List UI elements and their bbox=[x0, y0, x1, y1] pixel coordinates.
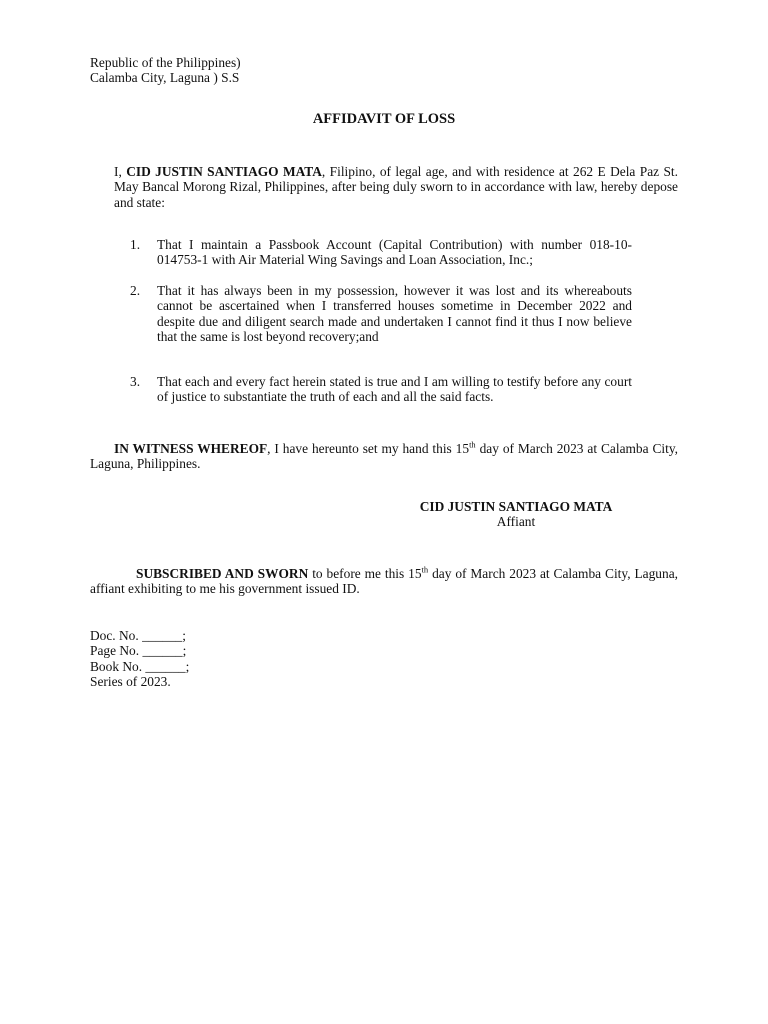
venue-header bbox=[90, 55, 241, 86]
notary-details bbox=[90, 628, 189, 690]
page-number: Page No. ______; bbox=[90, 643, 187, 659]
subscribed-bold: SUBSCRIBED AND SWORN bbox=[136, 566, 309, 581]
signature-block bbox=[404, 499, 628, 530]
intro-paragraph bbox=[90, 164, 678, 210]
venue-line-country: Republic of the Philippines) bbox=[90, 55, 241, 70]
list-item-number: 3. bbox=[130, 374, 141, 389]
list-item-text: That it has always been in my possession, however it was lost and its whereabouts cannot be ascertained when I transferred houses sometime in December 2022 and despite due and diligent search made and undertaken I cannot find it thus I now believe that the same is lost beyond recovery;and bbox=[157, 283, 632, 345]
witness-text-b: day of March 2023 at Calamba City, Laguna, Philippines. bbox=[90, 441, 679, 472]
affiant-role: Affiant bbox=[496, 514, 536, 530]
document-title: AFFIDAVIT OF LOSS bbox=[312, 111, 456, 127]
witness-paragraph bbox=[90, 441, 678, 472]
list-item-text: That each and every fact herein stated is true and I am willing to testify before any court of justice to substantiate the truth of each and all the said facts. bbox=[157, 374, 632, 405]
list-item bbox=[130, 283, 632, 345]
witness-bold: IN WITNESS WHEREOF bbox=[114, 441, 268, 456]
intro-lead: I, bbox=[114, 164, 127, 179]
list-item bbox=[130, 374, 632, 405]
affiant-name: CID JUSTIN SANTIAGO MATA bbox=[419, 499, 613, 514]
affiant-name-inline: CID JUSTIN SANTIAGO MATA bbox=[126, 164, 322, 179]
witness-text-a: , I have hereunto set my hand this 15 bbox=[267, 441, 470, 456]
subscribed-text-b: day of March 2023 at Calamba City, Laguna, affiant exhibiting to me his government issued ID. bbox=[90, 566, 678, 597]
list-item-text: That I maintain a Passbook Account (Capital Contribution) with number 018-10-014753-1 with Air Material Wing Savings and Loan Association, Inc.; bbox=[157, 237, 632, 268]
venue-line-city: Calamba City, Laguna ) S.S bbox=[90, 70, 240, 86]
intro-text: , Filipino, of legal age, and with residence at 262 E Dela Paz St. May Bancal Morong Rizal, Philippines, after being duly sworn to in accordance with law, hereby depose and state: bbox=[114, 164, 678, 210]
doc-number: Doc. No. ______; bbox=[90, 628, 186, 643]
subscribed-ordinal-suffix: th bbox=[421, 564, 429, 575]
subscribed-text-a: to before me this 15 bbox=[308, 566, 422, 581]
list-item bbox=[130, 237, 632, 268]
series-year: Series of 2023. bbox=[90, 674, 171, 690]
list-item-number: 2. bbox=[130, 283, 141, 298]
subscribed-paragraph bbox=[90, 566, 678, 597]
list-item-number: 1. bbox=[130, 237, 141, 252]
witness-ordinal-suffix: th bbox=[469, 439, 476, 450]
book-number: Book No. ______; bbox=[90, 658, 190, 674]
